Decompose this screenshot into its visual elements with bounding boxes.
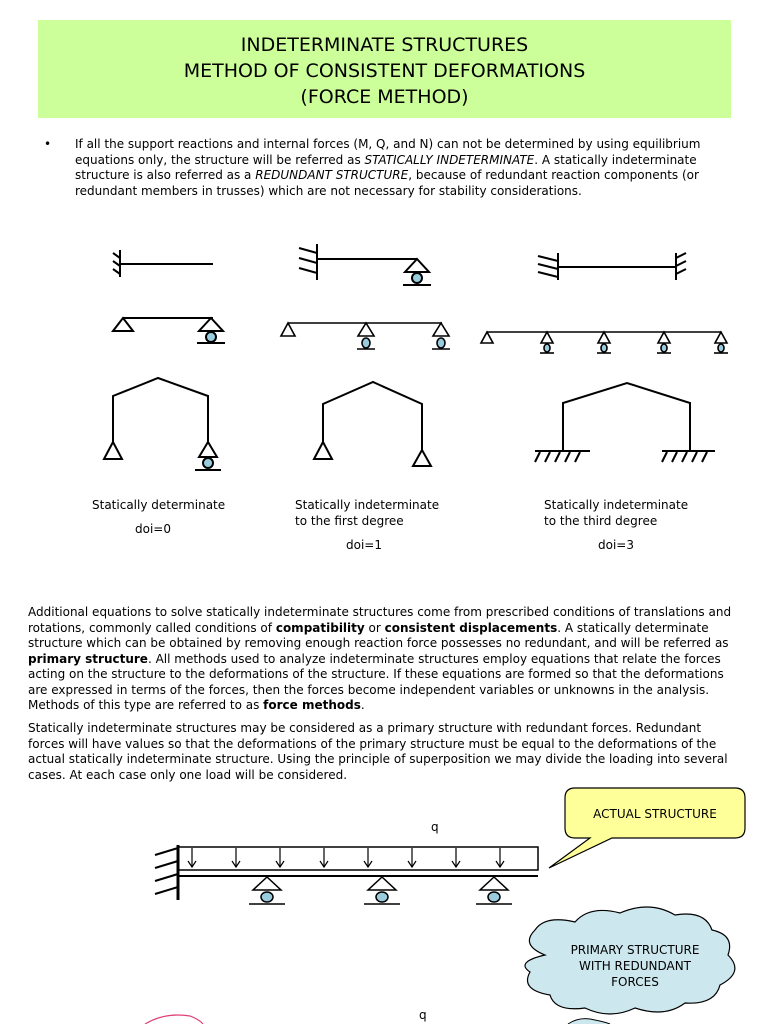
multi-span-beam xyxy=(481,332,728,353)
actual-structure-supports xyxy=(249,877,512,904)
caption-doi-0: doi=0 xyxy=(135,522,171,536)
intro-text-1: If all the support reactions and internal forces (M, Q, and N) can not be determined by using equilibrium equations only, the structure will be referred as xyxy=(75,137,701,167)
actual-structure-beam xyxy=(155,845,538,900)
intro-emphasis-redundant: REDUNDANT STRUCTURE xyxy=(255,168,409,182)
title-line-2: METHOD OF CONSISTENT DEFORMATIONS xyxy=(183,60,586,82)
intro-text-3: , because of redundant reaction components (or redundant members in trusses) which are not necessary for stability considerations. xyxy=(75,168,699,198)
actual-structure-label: ACTUAL STRUCTURE xyxy=(593,807,717,821)
load-label-q: q xyxy=(431,820,439,834)
para1-text-3: . A statically determinate structure which can be obtained by removing enough reaction force possesses no redundant, and will be referred as xyxy=(28,620,729,650)
caption-doi-1: doi=1 xyxy=(346,538,382,552)
caption-third-degree-line2: to the third degree xyxy=(544,514,658,528)
primary-structure-label-3: FORCES xyxy=(611,975,659,989)
para1-text-5: . xyxy=(360,698,365,712)
clipped-shape-right xyxy=(568,1019,610,1024)
actual-structure-callout xyxy=(549,788,745,868)
term-compatibility: compatibility xyxy=(275,620,365,635)
clipped-shape-left xyxy=(145,1015,203,1024)
frame-third-degree xyxy=(535,383,715,462)
bullet-dot: • xyxy=(44,137,52,151)
primary-structure-label-1: PRIMARY STRUCTURE xyxy=(570,943,700,957)
distributed-load-arrows xyxy=(188,848,504,867)
para1-text-2: or xyxy=(364,620,385,635)
intro-text-2: . A statically indeterminate structure is also referred as a xyxy=(75,152,697,182)
primary-structure-label-2: WITH REDUNDANT xyxy=(578,959,692,973)
caption-first-degree-line2: to the first degree xyxy=(295,514,404,528)
caption-doi-3: doi=3 xyxy=(598,538,634,552)
title-line-3: (FORCE METHOD) xyxy=(300,86,469,108)
simply-supported-beam xyxy=(113,318,225,343)
term-consistent-displacements: consistent displacements xyxy=(384,620,558,635)
caption-first-degree-line1: Statically indeterminate xyxy=(295,498,440,512)
term-primary-structure: primary structure xyxy=(28,651,148,666)
caption-determinate: Statically determinate xyxy=(92,498,226,512)
load-label-q-bottom: q xyxy=(419,1008,427,1022)
caption-third-degree-line1: Statically indeterminate xyxy=(544,498,689,512)
fixed-fixed-beam xyxy=(538,253,686,280)
frame-determinate xyxy=(104,378,221,470)
two-span-beam xyxy=(281,323,450,349)
paragraph-superposition: Statically indeterminate structures may be considered as a primary structure with redundant forces. Redundant forces will have values so that the deformations of the primary structure must be equal to the deformations of the actual statically indeterminate structure. Using the principle of superposition we may divide the loading into several cases. At each case only one load will be considered. xyxy=(28,721,728,782)
para1-text-4: . All methods used to analyze indeterminate structures employ equations that relate the forces acting on the structure to the deformations of the structure. If these equations are formed so that the deformations are expressed in terms of the forces, then the forces become independent variables or unknowns in the analysis. Methods of this type are referred to as xyxy=(28,651,724,712)
term-force-methods: force methods xyxy=(263,698,361,712)
paragraph-compatibility xyxy=(28,605,740,714)
intro-emphasis-indeterminate: STATICALLY INDETERMINATE xyxy=(364,152,535,167)
cantilever-beam xyxy=(113,250,213,277)
roller-wheel xyxy=(206,332,216,342)
frame-first-degree xyxy=(314,382,431,466)
propped-cantilever xyxy=(299,244,431,285)
para1-text-1: Additional equations to solve statically indeterminate structures come from prescribed conditions of translations and rotations, commonly called conditions of xyxy=(28,605,732,635)
title-line-1: INDETERMINATE STRUCTURES xyxy=(240,34,529,56)
